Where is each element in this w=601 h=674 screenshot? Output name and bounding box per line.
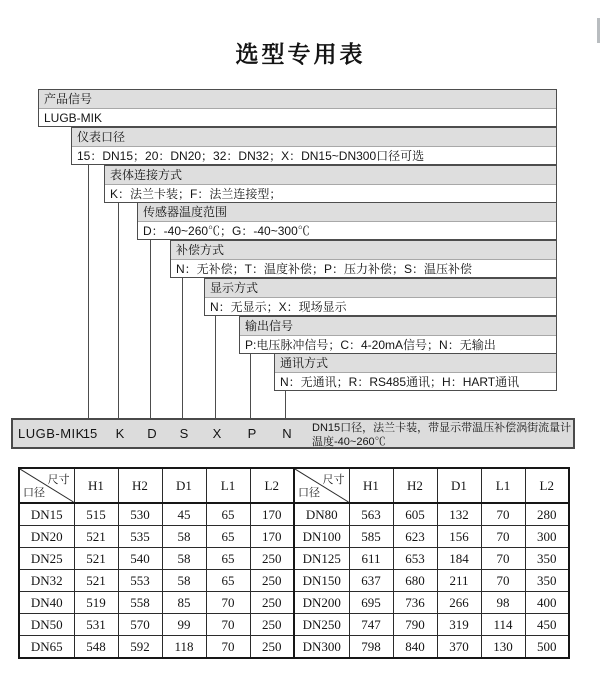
level-options: LUGB-MIK xyxy=(44,111,103,125)
level-options: P:电压脉冲信号；C：4-20mA信号；N：无输出 xyxy=(245,338,496,352)
page-title: 选型专用表 xyxy=(235,41,366,67)
level-box-5 xyxy=(204,278,557,316)
dim-cell: 250 xyxy=(250,636,294,659)
example-model-row xyxy=(11,418,575,449)
dn-cell: DN200 xyxy=(294,592,349,614)
dim-cell: 58 xyxy=(162,570,206,592)
dim-cell: 65 xyxy=(206,503,250,526)
dim-cell: 521 xyxy=(74,526,118,548)
dn-cell: DN250 xyxy=(294,614,349,636)
table-row xyxy=(19,548,569,570)
table-row xyxy=(19,526,569,548)
corner-label-diameter: 口径 xyxy=(298,487,320,499)
dim-cell: 548 xyxy=(74,636,118,659)
dim-cell: 98 xyxy=(481,592,525,614)
dim-cell: 653 xyxy=(393,548,437,570)
example-code-2: D xyxy=(147,426,157,441)
corner-label-size: 尺寸 xyxy=(47,474,70,486)
col-header: D1 xyxy=(437,468,481,503)
level-box-7 xyxy=(274,353,557,391)
level-box-6 xyxy=(239,316,557,354)
level-options: N：无补偿；T：温度补偿；P：压力补偿；S：温压补偿 xyxy=(176,262,473,276)
dn-cell: DN300 xyxy=(294,636,349,659)
dim-cell: 250 xyxy=(250,592,294,614)
dim-cell: 70 xyxy=(206,592,250,614)
level-label: 仪表口径 xyxy=(72,128,556,147)
level-box-1 xyxy=(71,127,557,165)
example-code-6: N xyxy=(282,426,292,441)
dim-cell: 521 xyxy=(74,548,118,570)
dim-cell: 211 xyxy=(437,570,481,592)
dim-cell: 132 xyxy=(437,503,481,526)
dim-cell: 65 xyxy=(206,526,250,548)
col-header: H1 xyxy=(74,468,118,503)
corner-label-diameter: 口径 xyxy=(23,487,45,499)
connector-line xyxy=(285,391,286,418)
level-label: 通讯方式 xyxy=(275,354,556,373)
example-code-3: S xyxy=(179,426,189,441)
dim-cell: 747 xyxy=(349,614,393,636)
table-row xyxy=(19,570,569,592)
connector-line xyxy=(250,354,251,418)
table-row xyxy=(19,614,569,636)
connector-line xyxy=(215,316,216,418)
connector-line xyxy=(88,165,89,418)
dim-cell: 450 xyxy=(525,614,569,636)
dim-cell: 170 xyxy=(250,503,294,526)
dim-cell: 535 xyxy=(118,526,162,548)
dim-cell: 563 xyxy=(349,503,393,526)
dim-cell: 114 xyxy=(481,614,525,636)
dim-cell: 170 xyxy=(250,526,294,548)
connector-line xyxy=(150,240,151,418)
dimension-table xyxy=(18,467,570,659)
table-row xyxy=(19,503,569,526)
example-code-5: P xyxy=(247,426,257,441)
corner-cell xyxy=(294,468,349,503)
corner-label-size: 尺寸 xyxy=(322,474,345,486)
dn-cell: DN25 xyxy=(19,548,74,570)
dim-cell: 530 xyxy=(118,503,162,526)
dim-cell: 266 xyxy=(437,592,481,614)
dim-cell: 370 xyxy=(437,636,481,659)
level-box-0 xyxy=(38,89,557,127)
table-row xyxy=(19,636,569,659)
dim-cell: 736 xyxy=(393,592,437,614)
dn-cell: DN65 xyxy=(19,636,74,659)
corner-cell xyxy=(19,468,74,503)
scrollbar-thumb[interactable] xyxy=(597,18,600,43)
dim-cell: 605 xyxy=(393,503,437,526)
dim-cell: 521 xyxy=(74,570,118,592)
level-options: K：法兰卡装；F：法兰连接型； xyxy=(110,187,282,201)
connector-line xyxy=(182,278,183,418)
dim-cell: 540 xyxy=(118,548,162,570)
dim-cell: 250 xyxy=(250,548,294,570)
col-header: H2 xyxy=(393,468,437,503)
table-header-row xyxy=(19,468,569,503)
dim-cell: 70 xyxy=(481,570,525,592)
dim-cell: 300 xyxy=(525,526,569,548)
dim-cell: 585 xyxy=(349,526,393,548)
dim-cell: 118 xyxy=(162,636,206,659)
dim-cell: 58 xyxy=(162,526,206,548)
dim-cell: 611 xyxy=(349,548,393,570)
dim-cell: 695 xyxy=(349,592,393,614)
table-row xyxy=(19,592,569,614)
dim-cell: 500 xyxy=(525,636,569,659)
dim-cell: 70 xyxy=(206,636,250,659)
dim-cell: 570 xyxy=(118,614,162,636)
example-model-name: LUGB-MIK xyxy=(18,426,85,441)
example-code-1: K xyxy=(115,426,125,441)
level-label: 传感器温度范围 xyxy=(138,203,556,222)
dim-cell: 280 xyxy=(525,503,569,526)
dim-cell: 70 xyxy=(206,614,250,636)
dim-cell: 250 xyxy=(250,614,294,636)
col-header: H1 xyxy=(349,468,393,503)
dim-cell: 250 xyxy=(250,570,294,592)
col-header: L2 xyxy=(525,468,569,503)
dn-cell: DN40 xyxy=(19,592,74,614)
connector-line xyxy=(118,203,119,418)
example-description-line2: 温度-40~260℃ xyxy=(312,435,386,448)
dim-cell: 319 xyxy=(437,614,481,636)
dim-cell: 531 xyxy=(74,614,118,636)
example-description xyxy=(312,422,571,449)
dim-cell: 592 xyxy=(118,636,162,659)
level-box-3 xyxy=(137,202,557,240)
level-box-2 xyxy=(104,165,557,203)
dim-cell: 85 xyxy=(162,592,206,614)
dim-cell: 70 xyxy=(481,548,525,570)
dim-cell: 515 xyxy=(74,503,118,526)
dim-cell: 65 xyxy=(206,548,250,570)
example-description-line1: DN15口径，法兰卡装，带显示带温压补偿涡街流量计 xyxy=(312,422,572,434)
dn-cell: DN150 xyxy=(294,570,349,592)
dim-cell: 70 xyxy=(481,503,525,526)
col-header: L2 xyxy=(250,468,294,503)
level-label: 表体连接方式 xyxy=(105,166,556,185)
level-options: 15：DN15；20：DN20；32：DN32；X：DN15~DN300口径可选 xyxy=(77,149,425,163)
dim-cell: 58 xyxy=(162,548,206,570)
dn-cell: DN100 xyxy=(294,526,349,548)
dim-cell: 156 xyxy=(437,526,481,548)
level-box-4 xyxy=(170,240,557,278)
dim-cell: 70 xyxy=(481,526,525,548)
dim-cell: 519 xyxy=(74,592,118,614)
col-header: D1 xyxy=(162,468,206,503)
dim-cell: 400 xyxy=(525,592,569,614)
level-label: 补偿方式 xyxy=(171,241,556,260)
level-label: 显示方式 xyxy=(205,279,556,298)
dn-cell: DN50 xyxy=(19,614,74,636)
dim-cell: 350 xyxy=(525,570,569,592)
dn-cell: DN32 xyxy=(19,570,74,592)
dim-cell: 553 xyxy=(118,570,162,592)
col-header: L1 xyxy=(481,468,525,503)
dn-cell: DN80 xyxy=(294,503,349,526)
example-code-0: 15 xyxy=(82,426,98,441)
col-header: H2 xyxy=(118,468,162,503)
dim-cell: 798 xyxy=(349,636,393,659)
level-label: 输出信号 xyxy=(240,317,556,336)
dn-cell: DN15 xyxy=(19,503,74,526)
dim-cell: 623 xyxy=(393,526,437,548)
dim-cell: 99 xyxy=(162,614,206,636)
dim-cell: 65 xyxy=(206,570,250,592)
dim-cell: 45 xyxy=(162,503,206,526)
dim-cell: 790 xyxy=(393,614,437,636)
col-header: L1 xyxy=(206,468,250,503)
dim-cell: 680 xyxy=(393,570,437,592)
level-label: 产品信号 xyxy=(39,90,556,109)
dim-cell: 130 xyxy=(481,636,525,659)
example-code-4: X xyxy=(212,426,222,441)
level-options: N：无通讯；R：RS485通讯；H：HART通讯 xyxy=(280,375,520,389)
dn-cell: DN20 xyxy=(19,526,74,548)
dim-cell: 350 xyxy=(525,548,569,570)
dn-cell: DN125 xyxy=(294,548,349,570)
dim-cell: 184 xyxy=(437,548,481,570)
level-options: N：无显示；X：现场显示 xyxy=(210,300,347,314)
dim-cell: 637 xyxy=(349,570,393,592)
dim-cell: 558 xyxy=(118,592,162,614)
level-options: D：-40~260℃；G：-40~300℃ xyxy=(143,224,310,238)
dim-cell: 840 xyxy=(393,636,437,659)
